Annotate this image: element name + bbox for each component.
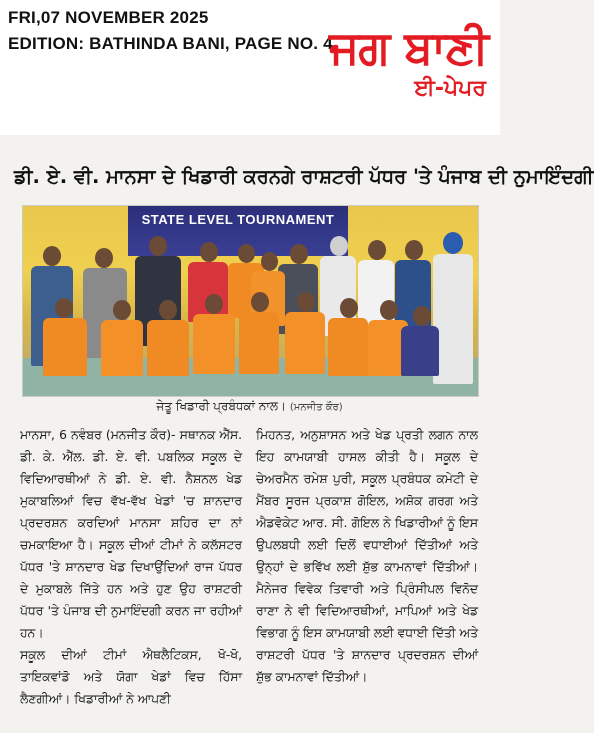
article-photo bbox=[22, 205, 479, 397]
publication-date: FRI,07 NOVEMBER 2025 bbox=[8, 8, 209, 27]
photo-caption bbox=[22, 399, 477, 414]
brand-name: ਜਗ ਬਾਣੀ bbox=[329, 20, 488, 74]
article-paragraph: ਸਕੂਲ ਦੀਆਂ ਟੀਮਾਂ ਐਥਲੈਟਿਕਸ, ਖੋ-ਖੋ, ਤਾਇਕਵਾਂਡੋ ਅਤੇ ਯੋਗਾ ਖੇਡਾਂ ਵਿਚ ਹਿੱਸਾ ਲੈਣਗੀਆਂ। ਖਿਡਾਰੀਆਂ ਨੇ ਆਪਣੀ bbox=[20, 648, 242, 706]
brand-subtitle: ਈ-ਪੇਪਰ bbox=[414, 76, 486, 101]
article-paragraph: ਮਾਨਸਾ, 6 ਨਵੰਬਰ (ਮਨਜੀਤ ਕੌਰ)- ਸਥਾਨਕ ਐੱਸ. ਡੀ. ਕੇ. ਐੱਲ. ਡੀ. ਏ. ਵੀ. ਪਬਲਿਕ ਸਕੂਲ ਦੇ ਵਿਦਿਆਰਥੀਆਂ ਨੇ ਡੀ. ਏ. ਵੀ. ਨੈਸ਼ਨਲ ਖੇਡ ਮੁਕਾਬਲਿਆਂ ਵਿਚ ਵੱਖ-ਵੱਖ ਖੇਡਾਂ 'ਚ ਸ਼ਾਨਦਾਰ ਪ੍ਰਦਰਸ਼ਨ ਕਰਦਿਆਂ ਮਾਨਸਾ ਸ਼ਹਿਰ ਦਾ ਨਾਂ ਚਮਕਾਇਆ ਹੈ। ਸਕੂਲ ਦੀਆਂ ਟੀਮਾਂ ਨੇ ਕਲੱਸਟਰ ਪੱਧਰ 'ਤੇ ਸ਼ਾਨਦਾਰ ਖੇਡ ਦਿਖਾਉਂਦਿਆਂ ਰਾਜ ਪੱਧਰ ਦੇ ਮੁਕਾਬਲੇ ਜਿੱਤੇ ਹਨ ਅਤੇ ਹੁਣ ਉਹ ਰਾਸ਼ਟਰੀ ਪੱਧਰ 'ਤੇ ਪੰਜਾਬ ਦੀ ਨੁਮਾਇੰਦਗੀ ਕਰਨ ਜਾ ਰਹੀਆਂ ਹਨ। bbox=[20, 428, 242, 640]
edition-label: EDITION: BATHINDA BANI, PAGE NO. 4 bbox=[8, 34, 333, 53]
page-header bbox=[0, 0, 500, 135]
newspaper-logo[interactable] bbox=[329, 22, 488, 101]
caption-text: ਜੇਤੂ ਖਿਡਾਰੀ ਪ੍ਰਬੰਧਕਾਂ ਨਾਲ। bbox=[156, 399, 287, 413]
article-column-right bbox=[256, 424, 478, 688]
caption-credit: (ਮਨਜੀਤ ਕੌਰ) bbox=[289, 402, 343, 413]
article-headline: ਡੀ. ਏ. ਵੀ. ਮਾਨਸਾ ਦੇ ਖਿਡਾਰੀ ਕਰਨਗੇ ਰਾਸ਼ਟਰੀ ਪੱਧਰ 'ਤੇ ਪੰਜਾਬ ਦੀ ਨੁਮਾਇੰਦਗੀ bbox=[14, 165, 594, 188]
photo-banner-text: STATE LEVEL TOURNAMENT bbox=[141, 212, 335, 227]
article-paragraph: ਮਿਹਨਤ, ਅਨੁਸ਼ਾਸਨ ਅਤੇ ਖੇਡ ਪ੍ਰਤੀ ਲਗਨ ਨਾਲ ਇਹ ਕਾਮਯਾਬੀ ਹਾਸਲ ਕੀਤੀ ਹੈ। ਸਕੂਲ ਦੇ ਚੇਅਰਮੈਨ ਰਮੇਸ਼ ਪੁਰੀ, ਸਕੂਲ ਪ੍ਰਬੰਧਕ ਕਮੇਟੀ ਦੇ ਮੈਂਬਰ ਸੂਰਜ ਪ੍ਰਕਾਸ਼ ਗੋਇਲ, ਅਸ਼ੋਕ ਗਰਗ ਅਤੇ ਐਡਵੋਕੇਟ ਆਰ. ਸੀ. ਗੋਇਲ ਨੇ ਖਿਡਾਰੀਆਂ ਨੂੰ ਇਸ ਉਪਲਬਧੀ ਲਈ ਦਿਲੋਂ ਵਧਾਈਆਂ ਦਿੱਤੀਆਂ ਅਤੇ ਉਨ੍ਹਾਂ ਦੇ ਭਵਿੱਖ ਲਈ ਸ਼ੁੱਭ ਕਾਮਨਾਵਾਂ ਦਿੱਤੀਆਂ। ਮੈਨੇਜਰ ਵਿਵੇਕ ਤਿਵਾਰੀ ਅਤੇ ਪ੍ਰਿੰਸੀਪਲ ਵਿਨੋਦ ਰਾਣਾ ਨੇ ਵੀ ਵਿਦਿਆਰਥੀਆਂ, ਮਾਪਿਆਂ ਅਤੇ ਖੇਡ ਵਿਭਾਗ ਨੂੰ ਇਸ ਕਾਮਯਾਬੀ ਲਈ ਵਧਾਈ ਦਿੱਤੀ ਅਤੇ ਰਾਸ਼ਟਰੀ ਪੱਧਰ 'ਤੇ ਸ਼ਾਨਦਾਰ ਪ੍ਰਦਰਸ਼ਨ ਦੀਆਂ ਸ਼ੁੱਭ ਕਾਮਨਾਵਾਂ ਦਿੱਤੀਆਂ। bbox=[256, 428, 478, 684]
article-column-left bbox=[20, 424, 242, 710]
